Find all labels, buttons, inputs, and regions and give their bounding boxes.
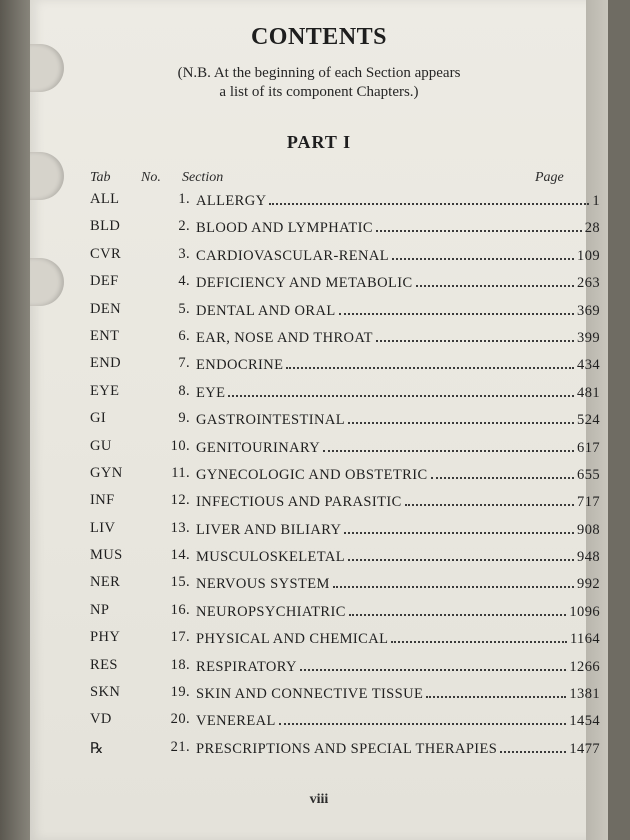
- toc-section-name: EYE: [196, 384, 226, 401]
- toc-page: 617: [577, 439, 600, 456]
- toc-section: [196, 629, 600, 648]
- toc-tab: GI: [90, 410, 107, 427]
- dot-leader: [279, 711, 567, 725]
- toc-section: [196, 465, 600, 484]
- toc-section: [196, 410, 600, 429]
- toc-page: 1454: [569, 713, 600, 730]
- column-header-section: Section: [182, 170, 224, 185]
- toc-number: 14.: [170, 547, 190, 564]
- toc-entry: [90, 707, 600, 734]
- dot-leader: [269, 191, 589, 205]
- toc-tab: PHY: [90, 629, 121, 646]
- toc-page: 908: [577, 521, 600, 538]
- toc-page: 481: [577, 384, 600, 401]
- toc-tab: DEF: [90, 273, 119, 290]
- toc-section: [196, 492, 600, 511]
- toc-section-name: ENDOCRINE: [196, 357, 284, 374]
- toc-entry: [90, 516, 600, 543]
- column-header-no: No.: [141, 170, 161, 185]
- toc-section: [196, 657, 600, 676]
- toc-entry: [90, 351, 600, 378]
- toc-section-name: GENITOURINARY: [196, 439, 321, 456]
- toc-section: [196, 602, 600, 621]
- toc-number: 8.: [178, 382, 190, 399]
- toc-section-name: INFECTIOUS AND PARASITIC: [196, 494, 402, 511]
- toc-entry: [90, 625, 600, 652]
- toc-section-name: MUSCULOSKELETAL: [196, 549, 346, 566]
- toc-page: 1381: [569, 686, 600, 703]
- toc-section-name: PHYSICAL AND CHEMICAL: [196, 631, 389, 648]
- column-header-tab: Tab: [90, 170, 111, 185]
- dot-leader: [405, 492, 574, 506]
- toc-number: 5.: [178, 300, 190, 317]
- toc-section-name: GYNECOLOGIC AND OBSTETRIC: [196, 466, 428, 483]
- toc-page: 28: [584, 220, 600, 237]
- toc-page: 1096: [569, 603, 600, 620]
- toc-section-name: VENEREAL: [196, 713, 276, 730]
- dot-leader: [500, 739, 566, 753]
- punch-hole: [30, 152, 64, 200]
- toc-section-name: EAR, NOSE AND THROAT: [196, 329, 373, 346]
- toc-entry: [90, 379, 600, 406]
- toc-page: 524: [577, 412, 600, 429]
- toc-section: [196, 246, 600, 265]
- toc-number: 10.: [170, 437, 190, 454]
- toc-section: [196, 684, 600, 703]
- dot-leader: [431, 465, 575, 479]
- toc-section: [196, 438, 600, 457]
- toc-number: 18.: [170, 656, 190, 673]
- toc-section-name: NEUROPSYCHIATRIC: [196, 603, 346, 620]
- toc-page: 399: [577, 329, 600, 346]
- part-heading: PART I: [286, 132, 352, 152]
- toc-entry: [90, 735, 600, 762]
- note-line: (N.B. At the beginning of each Section appears: [177, 65, 461, 81]
- toc-page: 992: [577, 576, 600, 593]
- toc-section: [196, 383, 600, 402]
- toc-tab: EYE: [90, 382, 120, 399]
- toc-section-name: DEFICIENCY AND METABOLIC: [196, 275, 413, 292]
- dot-leader: [339, 301, 574, 315]
- contents-note: [30, 64, 608, 102]
- toc-page: 109: [577, 247, 600, 264]
- dot-leader: [300, 657, 567, 671]
- toc-section-name: LIVER AND BILIARY: [196, 521, 342, 538]
- toc-number: 2.: [178, 218, 190, 235]
- punch-hole: [30, 258, 64, 306]
- toc-tab: DEN: [90, 300, 122, 317]
- toc-section: [196, 218, 600, 237]
- prescription-icon: ℞: [90, 738, 104, 757]
- toc-section-name: CARDIOVASCULAR-RENAL: [196, 247, 390, 264]
- toc-tab: NP: [90, 601, 110, 618]
- toc-entry: [90, 324, 600, 351]
- toc-tab: BLD: [90, 218, 121, 235]
- toc-tab: END: [90, 355, 122, 372]
- toc-section-name: PRESCRIPTIONS AND SPECIAL THERAPIES: [196, 740, 498, 757]
- binder-background: [0, 0, 34, 840]
- toc-number: 16.: [170, 601, 190, 618]
- toc-number: 21.: [170, 738, 190, 755]
- book-page: [30, 0, 608, 840]
- toc-number: 15.: [170, 574, 190, 591]
- toc-section-name: GASTROINTESTINAL: [196, 412, 345, 429]
- toc-entry: [90, 488, 600, 515]
- toc-section-name: RESPIRATORY: [196, 658, 297, 675]
- toc-tab: GU: [90, 437, 112, 454]
- toc-entry: [90, 269, 600, 296]
- dot-leader: [228, 383, 574, 397]
- toc-tab: RES: [90, 656, 118, 673]
- toc-section: [196, 547, 600, 566]
- toc-entry: [90, 543, 600, 570]
- dot-leader: [416, 273, 575, 287]
- toc-tab: SKN: [90, 684, 121, 701]
- page-title: CONTENTS: [250, 24, 388, 50]
- dot-leader: [348, 547, 574, 561]
- toc-number: 19.: [170, 684, 190, 701]
- toc-page: 1266: [569, 658, 600, 675]
- dot-leader: [376, 218, 582, 232]
- toc-tab: VD: [90, 711, 112, 728]
- toc-page: 948: [577, 549, 600, 566]
- dot-leader: [376, 328, 574, 342]
- toc-page: 717: [577, 494, 600, 511]
- toc-tab: INF: [90, 492, 115, 509]
- toc-page: 655: [577, 466, 600, 483]
- toc-number: 1.: [178, 191, 190, 207]
- toc-entry: [90, 242, 600, 269]
- toc-tab: ENT: [90, 327, 120, 344]
- toc-tab: CVR: [90, 245, 122, 262]
- dot-leader: [348, 410, 574, 424]
- page-number: viii: [309, 792, 329, 807]
- toc-number: 13.: [170, 519, 190, 536]
- toc-entry: [90, 653, 600, 680]
- toc-section-name: DENTAL AND ORAL: [196, 302, 336, 319]
- column-header-page: Page: [535, 170, 564, 185]
- toc-number: 12.: [170, 492, 190, 509]
- toc-section: [196, 355, 600, 374]
- toc-page: 1164: [569, 631, 600, 648]
- toc-section: [196, 328, 600, 347]
- toc-section: [196, 739, 600, 758]
- toc-tab: NER: [90, 574, 121, 591]
- toc-section: [196, 301, 600, 320]
- toc-number: 7.: [178, 355, 190, 372]
- dot-leader: [286, 355, 574, 369]
- toc-section-name: BLOOD AND LYMPHATIC: [196, 220, 373, 237]
- toc-tab: GYN: [90, 464, 123, 481]
- toc-number: 3.: [178, 245, 190, 262]
- toc-number: 17.: [170, 629, 190, 646]
- toc-entry: [90, 570, 600, 597]
- table-of-contents: [90, 187, 600, 762]
- toc-entry: [90, 187, 600, 214]
- toc-entry: [90, 461, 600, 488]
- toc-entry: [90, 214, 600, 241]
- note-line: a list of its component Chapters.): [219, 84, 419, 100]
- dot-leader: [391, 629, 567, 643]
- toc-section-name: ALLERGY: [196, 193, 267, 209]
- toc-number: 4.: [178, 273, 190, 290]
- toc-section: [196, 711, 600, 730]
- toc-number: 20.: [170, 711, 190, 728]
- toc-page: 1: [592, 193, 600, 209]
- dot-leader: [323, 438, 574, 452]
- toc-tab: MUS: [90, 547, 123, 564]
- toc-section: [196, 520, 600, 539]
- toc-entry: [90, 434, 600, 461]
- toc-page: 1477: [569, 740, 600, 757]
- toc-tab: LIV: [90, 519, 116, 536]
- toc-section-name: SKIN AND CONNECTIVE TISSUE: [196, 686, 424, 703]
- toc-page: 263: [577, 275, 600, 292]
- toc-number: 6.: [178, 327, 190, 344]
- toc-section: [196, 191, 600, 210]
- dot-leader: [426, 684, 566, 698]
- dot-leader: [344, 520, 574, 534]
- dot-leader: [333, 574, 574, 588]
- toc-section-name: NERVOUS SYSTEM: [196, 576, 330, 593]
- toc-number: 11.: [171, 464, 190, 481]
- toc-entry: [90, 297, 600, 324]
- toc-section: [196, 574, 600, 593]
- toc-page: 434: [577, 357, 600, 374]
- toc-page: 369: [577, 302, 600, 319]
- dot-leader: [349, 602, 567, 616]
- toc-entry: [90, 598, 600, 625]
- toc-section: [196, 273, 600, 292]
- toc-number: 9.: [178, 410, 190, 427]
- dot-leader: [392, 246, 574, 260]
- toc-entry: [90, 680, 600, 707]
- toc-entry: [90, 406, 600, 433]
- toc-tab: ALL: [90, 191, 120, 207]
